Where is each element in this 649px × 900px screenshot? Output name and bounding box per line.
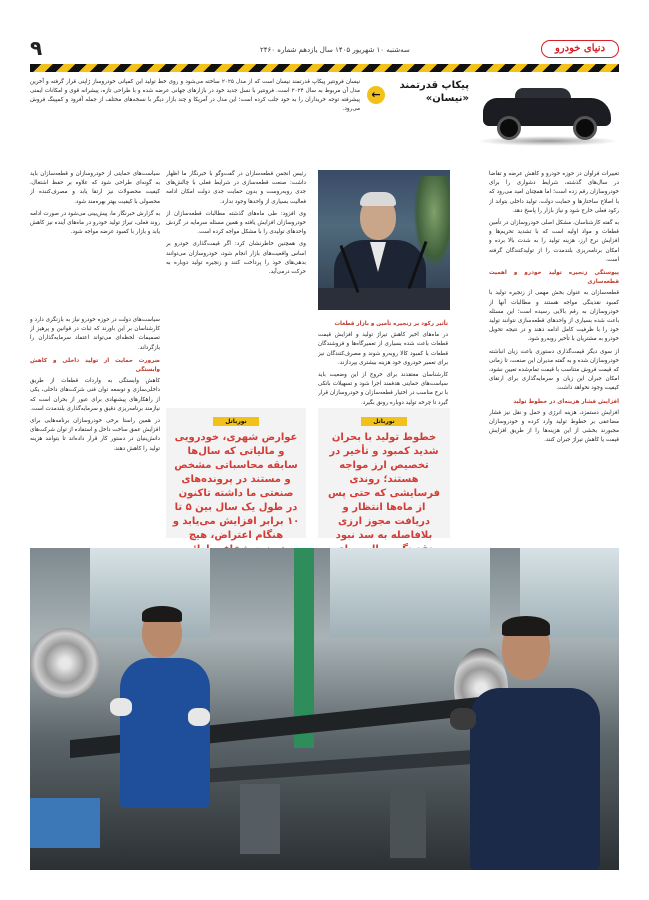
section-subheading: پیوستگی زنجیره تولید خودرو و اهمیت قطعه‌سازی bbox=[489, 270, 619, 286]
wheel-icon bbox=[497, 116, 521, 140]
quote-text: خطوط تولید با بحران شدید کمبود و تأخیر در تخصیص ارز مواجه هستند؛ روندی فرسایشی که حتی پس از ماه‌ها انتظار و دریافت مجوز ارزی بلافاصله به سد نبود bbox=[327, 432, 441, 541]
article-column-3: رئیس انجمن قطعه‌سازان در گفت‌وگو با خبرنگار ما اظهار داشت: صنعت قطعه‌سازی در شرایط فعلی با چالش‌های جدی روبه‌روست و بدون حمایت جدی دولت امکان ادامه فعالیت بسیاری از واحدها وجود ندارد. وی افزود: طی ماه‌های گذشته مطالبات قطعه‌سازان از خودروسازان افزایش یافته و همین مسئله سرمایه در گردش واحدهای تولیدی را با مشکل مواجه کرده است. وی همچنین خاطرنشان کرد: اگر قیمت‌گذاری خودرو بر اساس واقعیت‌های بازار انجام شود، خودروسازان می‌توانند بدهی‌های خود را پرداخت کنند و زنجیره تولید دوباره به حرکت درمی‌آید. bbox=[166, 171, 306, 276]
worker-left bbox=[110, 608, 220, 808]
publication-logo: دنیای خودرو bbox=[541, 40, 619, 58]
quote-tag: نورباتل bbox=[361, 417, 407, 426]
speaker-portrait-photo bbox=[318, 170, 450, 310]
article-column-2: تأثیر رکود بر زنجیره تأمین و بازار قطعات در ماه‌های اخیر کاهش تیراژ تولید و افزایش قیمت قطعات باعث شده بسیاری از تعمیرگاه‌ها و فروشندگان قطعات با کمبود کالا روبه‌رو شوند و مصرف‌کنندگان نیز برای تعمیر خودروی خود هزینه بیشتری بپردازند. کارشناسان معتقدند برای خروج از این وضعیت باید سیاست‌های حمایتی هدفمند اجرا شود و تسهیلات بانکی با نرخ مناسب در اختیار قطعه‌سازان و خودروسازان قرار گیرد تا چرخه تولید دوباره رونق بگیرد. bbox=[318, 321, 448, 406]
section-subheading: افزایش فشار هزینه‌ای در خطوط تولید bbox=[513, 398, 619, 405]
top-story-headline: پیکاپ قدرتمند «نیسان» bbox=[399, 80, 469, 104]
page-header bbox=[0, 0, 649, 62]
wheel-icon bbox=[573, 116, 597, 140]
quote-text: عوارض شهری، خودرویی و مالیاتی که سال‌ها سابقه محاسباتی مشخص و مستند در پرونده‌های صنعتی ما داشته تاکنون در طول یک سال بین ۵ تا ۱۰ برابر افزایش می‌یابد و هنگام اعتراض، هیچ bbox=[172, 432, 300, 541]
pickup-car-image bbox=[477, 76, 619, 146]
hazard-stripe bbox=[30, 64, 619, 72]
top-story-summary: نیسان فرونتیر پیکاپ قدرتمند نیسان است که از مدل ۲۰۲۵ ساخته می‌شود و روی خط تولید این کمپانی خودروساز ژاپنی قرار گرفته و آخرین مدل آن مربوط به سال ۲۰۲۴ است. فرونتیر با نسل جدید خود در بازارهای جهانی عرضه شده و با طراحی تازه، پیشرانه قوی و امکانات ایمنی پیشرفته توجه خریداران را به خود جلب کرده است؛ این مدل در آمریکا و چند بازار دیگر با نسخه‌های مختلف از جمله آفرود و کمپینگ فروش می‌رود. bbox=[30, 79, 361, 112]
pull-quote-1 bbox=[318, 408, 450, 541]
date-line: سه‌شنبه ۱۰ شهریور ۱۴۰۵ سال یازدهم شماره ۲۴۶۰ bbox=[260, 46, 410, 54]
article-column-4: سیاست‌های دولت در حوزه خودرو نیاز به بازنگری دارد و کارشناسان بر این باورند که ثبات در قوانین و پرهیز از تصمیمات لحظه‌ای می‌تواند اعتماد سرمایه‌گذاران را بازگرداند. ضرورت حمایت از تولید داخلی و کاهش وابستگی کاهش وابستگی به واردات قطعات از طریق داخلی‌سازی و توسعه توان فنی شرکت‌های داخلی، یکی از راهکارهای پیشنهادی برای عبور از بحران است که نیازمند برنامه‌ریزی دقیق و سرمایه‌گذاری بلندمدت است. در همین راستا برخی خودروسازان برنامه‌هایی برای افزایش عمق ساخت داخل و استفاده از توان شرکت‌های دانش‌بنیان در دستور کار قرار داده‌اند تا بتوانند هزینه تولید را کاهش دهند. bbox=[30, 317, 160, 452]
pull-quote-2 bbox=[166, 408, 306, 541]
brake-drum bbox=[30, 628, 100, 698]
section-subheading: ضرورت حمایت از تولید داخلی و کاهش وابستگی bbox=[30, 357, 160, 374]
quote-tag: نورباتل bbox=[213, 417, 259, 426]
top-story-banner bbox=[30, 76, 619, 148]
worker-right bbox=[450, 618, 600, 870]
section-subheading: تأثیر رکود بر زنجیره تأمین و بازار قطعات bbox=[334, 321, 448, 327]
article-column-1: تغییرات فراوان در حوزه خودرو و کاهش عرضه و تقاضا در سال‌های گذشته، شرایط دشواری را برای خودروسازان رقم زده است؛ اما همچنان امید می‌رود که با اصلاح ساختارها و حمایت دولت، تولید داخلی بتواند از رکود فعلی خارج شود و نیاز بازار را پاسخ دهد. به گفته کارشناسان، مشکل اصلی خودروسازان در تأمین قطعات و مواد اولیه است که با تشدید تحریم‌ها و افزایش نرخ ارز، هزینه تولید را به شدت بالا برده و امکان برنامه‌ریزی بلندمدت را از تولیدکنندگان گرفته است. پیوستگی زنجیره تولید خودرو و اهمیت قطعه‌سازی قطعه‌سازان به عنوان بخش مهمی از زنجیره تولید با کمبود نقدینگی مواجه هستند و مطالبات آنها از خودروسازان به رقم بالایی رسیده است؛ این مسئله باعث شده بسیاری از واحدهای قطعه‌سازی نتوانند تولید خود را با ظرفیت کامل ادامه دهند و در نتیجه تحویل خودرو به مشتریان با تأخیر روبه‌رو شود. از سوی دیگر قیمت‌گذاری دستوری باعث زیان انباشته خودروسازان شده و به گفته مدیران این صنعت، تا زمانی که قیمت فروش متناسب با قیمت تمام‌شده تعیین نشود، امکان جبران این زیان و سرمایه‌گذاری برای ارتقای کیفیت وجود نخواهد داشت. افزایش فشار هزینه‌ای در خطوط تولید افزایش دستمزد، هزینه انرژی و حمل و نقل نیز فشار مضاعفی بر خطوط تولید وارد کرده و خودروسازان مجبورند بخشی از این هزینه‌ها را از طریق افزایش قیمت یا کاهش تیراژ جبران کنند. bbox=[489, 171, 619, 444]
page-number: ۹ bbox=[30, 36, 43, 60]
article-column-4-top: سیاست‌های حمایتی از خودروسازان و قطعه‌سازان باید به گونه‌ای طراحی شود که علاوه بر حفظ اشتغال، کیفیت محصولات نیز ارتقا یابد و مصرف‌کننده از محصولی با کیفیت بهتر بهره‌مند شود. به گزارش خبرنگار ما، پیش‌بینی می‌شود در صورت ادامه روند فعلی، تیراژ تولید خودرو در ماه‌های آینده نیز کاهش یابد و بازار با کمبود عرضه مواجه شود. bbox=[30, 171, 160, 236]
factory-workers-photo bbox=[30, 548, 619, 870]
left-arrow-icon: ← bbox=[367, 86, 385, 104]
